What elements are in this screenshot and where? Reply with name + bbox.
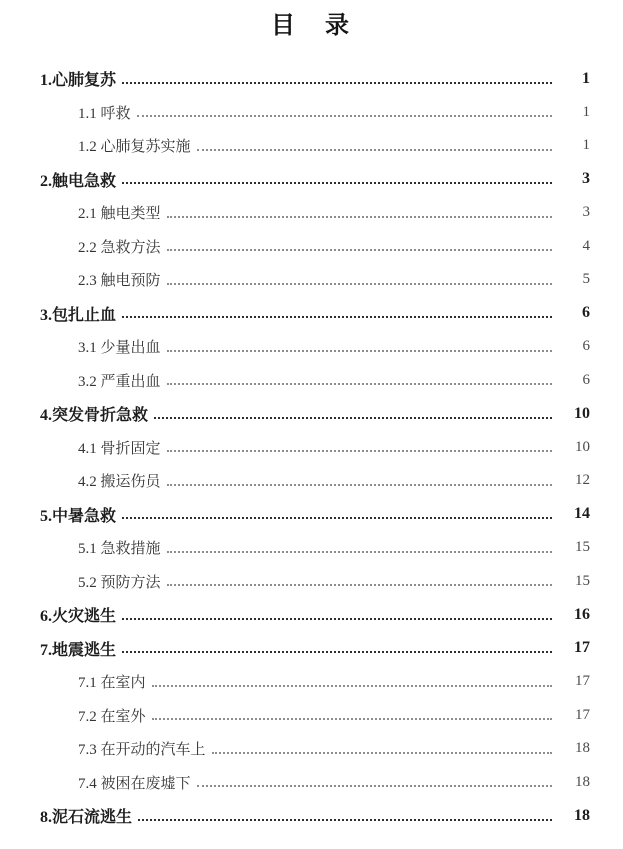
toc-entry-page: 10 (575, 438, 590, 455)
toc-entry[interactable] (0, 96, 623, 130)
toc-entry[interactable] (0, 464, 623, 498)
toc-entry-label: 4.1 骨折固定 (78, 440, 161, 457)
toc-entry-label: 1.1 呼救 (78, 105, 131, 122)
toc-entry-label: 3.1 少量出血 (78, 340, 161, 357)
toc-entry-page: 15 (575, 572, 590, 589)
dot-leader (122, 82, 552, 84)
toc-entry-page: 6 (582, 371, 590, 388)
toc-entry-page: 6 (582, 304, 590, 322)
toc-entry[interactable] (0, 263, 623, 297)
toc-entry[interactable] (0, 799, 623, 833)
toc-entry[interactable] (0, 62, 623, 96)
page-title: 目 录 (271, 13, 352, 39)
toc-entry[interactable] (0, 665, 623, 699)
toc-entry-label: 2.1 触电类型 (78, 206, 161, 223)
toc-entry-label: 7.1 在室内 (78, 675, 146, 692)
toc-entry[interactable] (0, 397, 623, 431)
toc-entry-page: 17 (575, 706, 590, 723)
toc-entry-label: 1.2 心肺复苏实施 (78, 139, 191, 156)
toc-entry-page: 4 (582, 237, 590, 254)
toc-entry-label: 3.包扎止血 (40, 306, 117, 324)
dot-leader (152, 718, 552, 720)
toc-entry-label: 3.2 严重出血 (78, 373, 161, 390)
toc-entry-page: 18 (575, 773, 590, 790)
toc-entry-label: 4.2 搬运伤员 (78, 474, 161, 491)
toc-entry[interactable] (0, 766, 623, 800)
toc-entry[interactable] (0, 565, 623, 599)
dot-leader (167, 450, 552, 452)
toc-entry-label: 5.1 急救措施 (78, 541, 161, 558)
dot-leader (167, 383, 552, 385)
toc-entry-label: 7.4 被困在废墟下 (78, 775, 191, 792)
toc-entry[interactable] (0, 230, 623, 264)
toc-entry-page: 17 (574, 639, 590, 657)
toc-entry-page: 3 (582, 204, 590, 221)
toc-entry[interactable] (0, 196, 623, 230)
toc-entry[interactable] (0, 297, 623, 331)
toc-entry-page: 15 (575, 539, 590, 556)
toc-entry[interactable] (0, 632, 623, 666)
table-of-contents (0, 62, 623, 833)
toc-entry-page: 14 (574, 505, 590, 523)
toc-entry[interactable] (0, 699, 623, 733)
toc-entry-page: 3 (582, 170, 590, 188)
toc-entry[interactable] (0, 498, 623, 532)
dot-leader (167, 584, 552, 586)
dot-leader (138, 819, 552, 821)
toc-entry-label: 1.心肺复苏 (40, 72, 117, 90)
toc-entry-label: 5.2 预防方法 (78, 574, 161, 591)
dot-leader (212, 752, 552, 754)
toc-entry-label: 2.2 急救方法 (78, 239, 161, 256)
toc-entry-page: 12 (575, 472, 590, 489)
toc-entry[interactable] (0, 129, 623, 163)
dot-leader (122, 618, 552, 620)
dot-leader (167, 350, 552, 352)
dot-leader (167, 216, 552, 218)
dot-leader (122, 517, 552, 519)
toc-entry-page: 1 (582, 103, 590, 120)
toc-entry-label: 8.泥石流逃生 (40, 809, 133, 827)
toc-entry-page: 5 (582, 271, 590, 288)
toc-entry-label: 7.3 在开动的汽车上 (78, 742, 206, 759)
dot-leader (137, 115, 552, 117)
toc-entry[interactable] (0, 732, 623, 766)
dot-leader (122, 182, 552, 184)
dot-leader (167, 484, 552, 486)
dot-leader (167, 249, 552, 251)
toc-entry-page: 1 (582, 137, 590, 154)
dot-leader (152, 685, 552, 687)
dot-leader (122, 316, 552, 318)
toc-entry[interactable] (0, 531, 623, 565)
toc-entry-page: 16 (574, 605, 590, 623)
dot-leader (167, 283, 552, 285)
toc-entry-page: 6 (582, 338, 590, 355)
toc-entry-page: 10 (574, 404, 590, 422)
dot-leader (167, 551, 552, 553)
toc-entry-page: 1 (582, 69, 590, 87)
dot-leader (154, 417, 552, 419)
toc-entry-label: 5.中暑急救 (40, 507, 117, 525)
toc-entry-label: 7.地震逃生 (40, 641, 117, 659)
toc-entry[interactable] (0, 330, 623, 364)
toc-entry-label: 4.突发骨折急救 (40, 407, 149, 425)
dot-leader (197, 785, 552, 787)
toc-entry-label: 6.火灾逃生 (40, 608, 117, 626)
dot-leader (197, 149, 552, 151)
toc-entry-label: 2.触电急救 (40, 172, 117, 190)
toc-entry-label: 7.2 在室外 (78, 708, 146, 725)
toc-entry[interactable] (0, 431, 623, 465)
toc-entry[interactable] (0, 598, 623, 632)
toc-entry[interactable] (0, 163, 623, 197)
toc-entry[interactable] (0, 364, 623, 398)
dot-leader (122, 651, 552, 653)
toc-entry-page: 18 (575, 740, 590, 757)
toc-entry-page: 17 (575, 673, 590, 690)
toc-entry-page: 18 (574, 806, 590, 824)
toc-entry-label: 2.3 触电预防 (78, 273, 161, 290)
